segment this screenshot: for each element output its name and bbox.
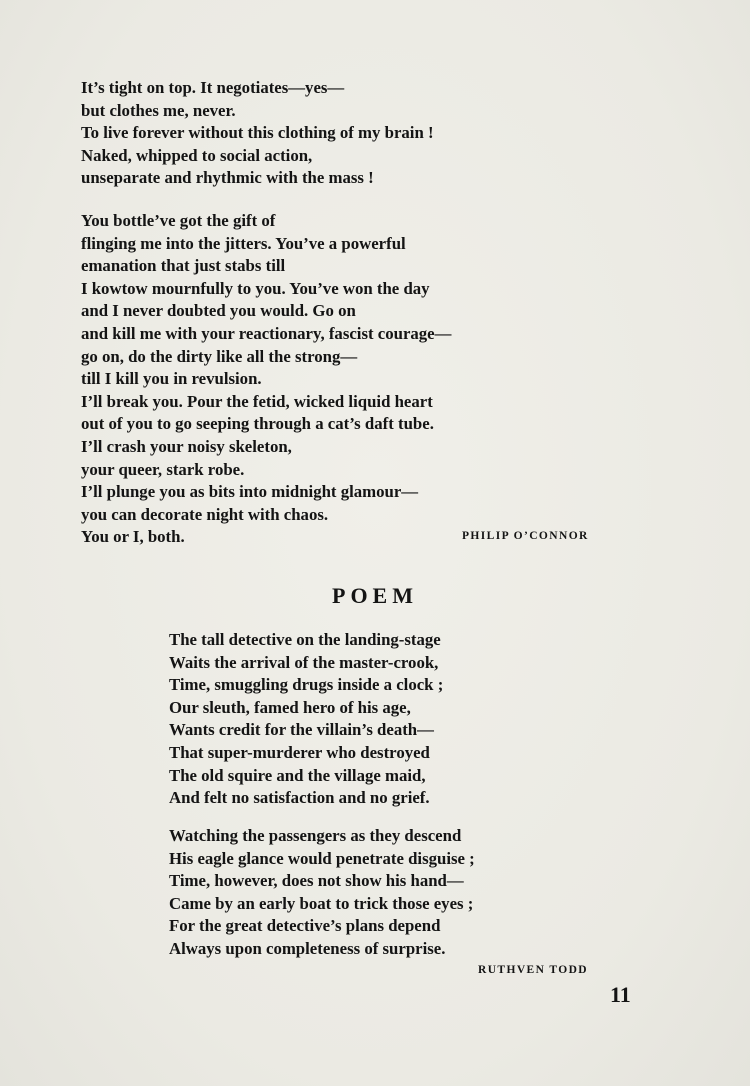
poem-line: It’s tight on top. It negotiates—yes— xyxy=(81,78,345,97)
poem-line: Time, however, does not show his hand— xyxy=(169,871,464,891)
poem-line: emanation that just stabs till xyxy=(81,256,286,276)
poem-line: That super-murderer who destroyed xyxy=(169,742,430,762)
poem-line: The old squire and the village maid, xyxy=(169,765,426,785)
poem-line: To live forever without this clothing of my brain ! xyxy=(81,123,434,143)
poem-line: and I never doubted you would. Go on xyxy=(81,301,356,321)
poem-line: I’ll crash your noisy skeleton, xyxy=(81,436,292,456)
poem-line: till I kill you in revulsion. xyxy=(81,369,262,389)
author-credit-ruthven-todd: RUTHVEN TODD xyxy=(478,964,588,976)
poem-line: and kill me with your reactionary, fascist courage— xyxy=(81,323,452,343)
poem-line: You or I, both. xyxy=(81,527,185,547)
poem-line: I kowtow mournfully to you. You’ve won the day xyxy=(81,278,430,298)
poem-line: out of you to go seeping through a cat’s daft tube. xyxy=(81,414,434,434)
poem-line: Watching the passengers as they descend xyxy=(169,826,462,845)
poem-line: Came by an early boat to trick those eyes ; xyxy=(169,893,474,913)
poem2-stanza-2 xyxy=(169,825,475,961)
poem-line: I’ll plunge you as bits into midnight glamour— xyxy=(81,482,419,502)
poem-line: unseparate and rhythmic with the mass ! xyxy=(81,168,374,188)
poem-line: The tall detective on the landing-stage xyxy=(169,630,441,649)
poem2-stanza-1 xyxy=(169,629,443,810)
author-credit-philip-oconnor: PHILIP O’CONNOR xyxy=(462,530,589,542)
poem-title: POEM xyxy=(332,583,418,608)
poem-line: His eagle glance would penetrate disguise ; xyxy=(169,848,475,868)
poem-line: Our sleuth, famed hero of his age, xyxy=(169,697,411,717)
poem-line: Naked, whipped to social action, xyxy=(81,145,313,165)
poem1-stanza-1 xyxy=(81,77,434,190)
poem-line: Waits the arrival of the master-crook, xyxy=(169,652,439,672)
poem-line: but clothes me, never. xyxy=(81,100,236,120)
poem1-stanza-2 xyxy=(81,210,451,549)
poem-line: I’ll break you. Pour the fetid, wicked liquid heart xyxy=(81,391,433,411)
poem-line: you can decorate night with chaos. xyxy=(81,504,329,524)
poem-line: go on, do the dirty like all the strong— xyxy=(81,346,358,366)
page-number: 11 xyxy=(610,982,631,1007)
poem-line: For the great detective’s plans depend xyxy=(169,916,441,936)
poem-line: Time, smuggling drugs inside a clock ; xyxy=(169,675,444,695)
poem-line: flinging me into the jitters. You’ve a powerful xyxy=(81,233,406,253)
poem-line: Wants credit for the villain’s death— xyxy=(169,720,434,740)
poem-line: Always upon completeness of surprise. xyxy=(169,938,446,958)
poem-line: And felt no satisfaction and no grief. xyxy=(169,788,430,808)
poem-line: your queer, stark robe. xyxy=(81,459,245,479)
poem-line: You bottle’ve got the gift of xyxy=(81,211,276,230)
